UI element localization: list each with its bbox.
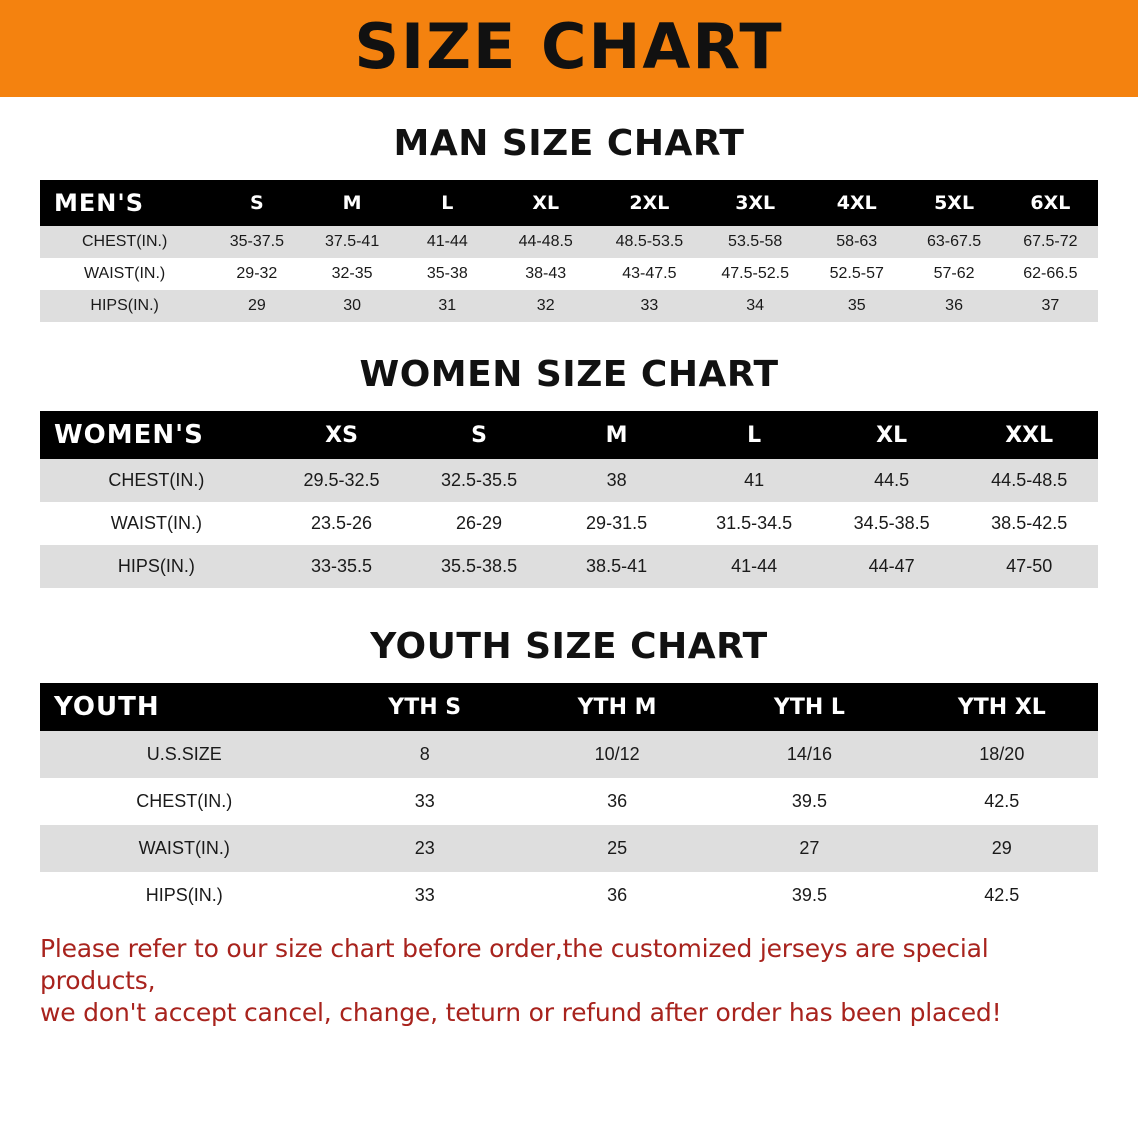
youth-row-1-cell-2: 39.5 [713, 778, 905, 825]
women-row-1-cell-3: 31.5-34.5 [685, 502, 823, 545]
man-row-0-cell-2: 41-44 [400, 226, 495, 258]
women-header-cell-4: L [747, 422, 762, 448]
women-row-0-cell-3: 41 [685, 459, 823, 502]
man-size-table [40, 180, 1098, 322]
man-header-cell-1: S [250, 192, 264, 214]
women-row-2-cell-2: 38.5-41 [548, 545, 686, 588]
man-row-2-cell-0: 29 [209, 290, 304, 322]
youth-section-title: YOUTH SIZE CHART [370, 626, 768, 667]
man-header-cell-0: MEN'S [54, 189, 144, 217]
youth-row-2-cell-2: 27 [713, 825, 905, 872]
policy-note-line-1: Please refer to our size chart before order,the customized jerseys are special products, [40, 934, 989, 995]
page-banner [0, 0, 1138, 97]
women-section-title: WOMEN SIZE CHART [359, 354, 779, 395]
man-table-header-row [40, 180, 1098, 226]
women-row-1-cell-0: 23.5-26 [273, 502, 411, 545]
women-row-0-cell-0: 29.5-32.5 [273, 459, 411, 502]
youth-row-0-cell-0: 8 [329, 731, 521, 778]
youth-row-1-cell-1: 36 [521, 778, 713, 825]
youth-row-2-label: WAIST(IN.) [40, 825, 329, 872]
youth-table-header-row [40, 683, 1098, 731]
table-row [40, 226, 1098, 258]
women-size-table [40, 411, 1098, 588]
man-row-0-cell-6: 58-63 [808, 226, 905, 258]
women-row-0-cell-5: 44.5-48.5 [960, 459, 1098, 502]
youth-row-0-label: U.S.SIZE [40, 731, 329, 778]
man-header-cell-5: 2XL [629, 192, 670, 214]
youth-row-3-cell-1: 36 [521, 872, 713, 919]
man-header-cell-9: 6XL [1030, 192, 1071, 214]
women-row-2-cell-5: 47-50 [960, 545, 1098, 588]
women-table-header-row [40, 411, 1098, 459]
women-row-0-cell-4: 44.5 [823, 459, 961, 502]
man-row-2-cell-6: 35 [808, 290, 905, 322]
man-table-wrap [0, 180, 1138, 322]
man-row-0-cell-0: 35-37.5 [209, 226, 304, 258]
women-row-1-cell-2: 29-31.5 [548, 502, 686, 545]
man-row-1-cell-2: 35-38 [400, 258, 495, 290]
youth-row-2-cell-0: 23 [329, 825, 521, 872]
man-row-2-cell-7: 36 [905, 290, 1002, 322]
women-table-wrap [0, 411, 1138, 588]
women-row-1-label: WAIST(IN.) [40, 502, 273, 545]
man-header-cell-7: 4XL [836, 192, 877, 214]
man-row-2-cell-1: 30 [304, 290, 399, 322]
table-row [40, 778, 1098, 825]
women-row-2-cell-0: 33-35.5 [273, 545, 411, 588]
youth-row-1-cell-3: 42.5 [906, 778, 1098, 825]
women-row-2-label: HIPS(IN.) [40, 545, 273, 588]
youth-row-3-cell-3: 42.5 [906, 872, 1098, 919]
man-row-1-cell-5: 47.5-52.5 [702, 258, 808, 290]
youth-header-cell-2: YTH M [577, 694, 657, 720]
youth-row-0-cell-1: 10/12 [521, 731, 713, 778]
man-row-1-cell-1: 32-35 [304, 258, 399, 290]
youth-row-3-label: HIPS(IN.) [40, 872, 329, 919]
youth-row-0-cell-3: 18/20 [906, 731, 1098, 778]
man-row-0-cell-8: 67.5-72 [1003, 226, 1098, 258]
man-header-cell-3: L [441, 192, 454, 214]
youth-row-2-cell-3: 29 [906, 825, 1098, 872]
table-row [40, 502, 1098, 545]
women-row-1-cell-1: 26-29 [410, 502, 548, 545]
man-header-cell-6: 3XL [735, 192, 776, 214]
women-row-2-cell-4: 44-47 [823, 545, 961, 588]
youth-row-3-cell-0: 33 [329, 872, 521, 919]
man-row-1-cell-0: 29-32 [209, 258, 304, 290]
women-row-2-cell-3: 41-44 [685, 545, 823, 588]
women-header-cell-0: WOMEN'S [54, 420, 204, 450]
man-row-1-cell-4: 43-47.5 [596, 258, 702, 290]
man-row-0-cell-7: 63-67.5 [905, 226, 1002, 258]
table-row [40, 872, 1098, 919]
youth-header-cell-1: YTH S [388, 694, 462, 720]
youth-row-1-cell-0: 33 [329, 778, 521, 825]
man-row-0-cell-4: 48.5-53.5 [596, 226, 702, 258]
man-row-0-cell-3: 44-48.5 [495, 226, 597, 258]
page-title: SIZE CHART [354, 9, 784, 83]
youth-row-0-cell-2: 14/16 [713, 731, 905, 778]
women-row-2-cell-1: 35.5-38.5 [410, 545, 548, 588]
women-row-1-cell-4: 34.5-38.5 [823, 502, 961, 545]
man-header-cell-2: M [342, 192, 362, 214]
man-row-2-cell-3: 32 [495, 290, 597, 322]
youth-table-wrap [0, 683, 1138, 919]
youth-row-1-label: CHEST(IN.) [40, 778, 329, 825]
policy-note-line-2: we don't accept cancel, change, teturn or refund after order has been placed! [40, 998, 1002, 1027]
man-row-1-cell-7: 57-62 [905, 258, 1002, 290]
youth-size-table [40, 683, 1098, 919]
youth-row-2-cell-1: 25 [521, 825, 713, 872]
man-row-1-cell-6: 52.5-57 [808, 258, 905, 290]
man-row-2-cell-4: 33 [596, 290, 702, 322]
youth-header-cell-3: YTH L [773, 694, 845, 720]
table-row [40, 731, 1098, 778]
man-row-2-cell-5: 34 [702, 290, 808, 322]
youth-header-cell-0: YOUTH [54, 692, 160, 722]
women-row-0-cell-2: 38 [548, 459, 686, 502]
women-row-1-cell-5: 38.5-42.5 [960, 502, 1098, 545]
table-row [40, 258, 1098, 290]
man-row-0-cell-1: 37.5-41 [304, 226, 399, 258]
man-row-1-cell-3: 38-43 [495, 258, 597, 290]
man-row-2-cell-2: 31 [400, 290, 495, 322]
table-row [40, 825, 1098, 872]
man-row-1-cell-8: 62-66.5 [1003, 258, 1098, 290]
youth-row-3-cell-2: 39.5 [713, 872, 905, 919]
table-row [40, 545, 1098, 588]
man-section-title: MAN SIZE CHART [393, 123, 745, 164]
women-header-cell-2: S [471, 422, 487, 448]
women-header-cell-5: XL [876, 422, 908, 448]
man-row-1-label: WAIST(IN.) [40, 258, 209, 290]
women-row-0-cell-1: 32.5-35.5 [410, 459, 548, 502]
women-row-0-label: CHEST(IN.) [40, 459, 273, 502]
man-header-cell-8: 5XL [934, 192, 975, 214]
man-row-0-label: CHEST(IN.) [40, 226, 209, 258]
table-row [40, 459, 1098, 502]
women-header-cell-6: XXL [1005, 422, 1054, 448]
women-header-cell-3: M [605, 422, 628, 448]
women-header-cell-1: XS [325, 422, 358, 448]
man-row-2-cell-8: 37 [1003, 290, 1098, 322]
man-row-2-label: HIPS(IN.) [40, 290, 209, 322]
man-row-0-cell-5: 53.5-58 [702, 226, 808, 258]
policy-note [40, 933, 1098, 1029]
man-header-cell-4: XL [532, 192, 560, 214]
youth-header-cell-4: YTH XL [957, 694, 1046, 720]
table-row [40, 290, 1098, 322]
